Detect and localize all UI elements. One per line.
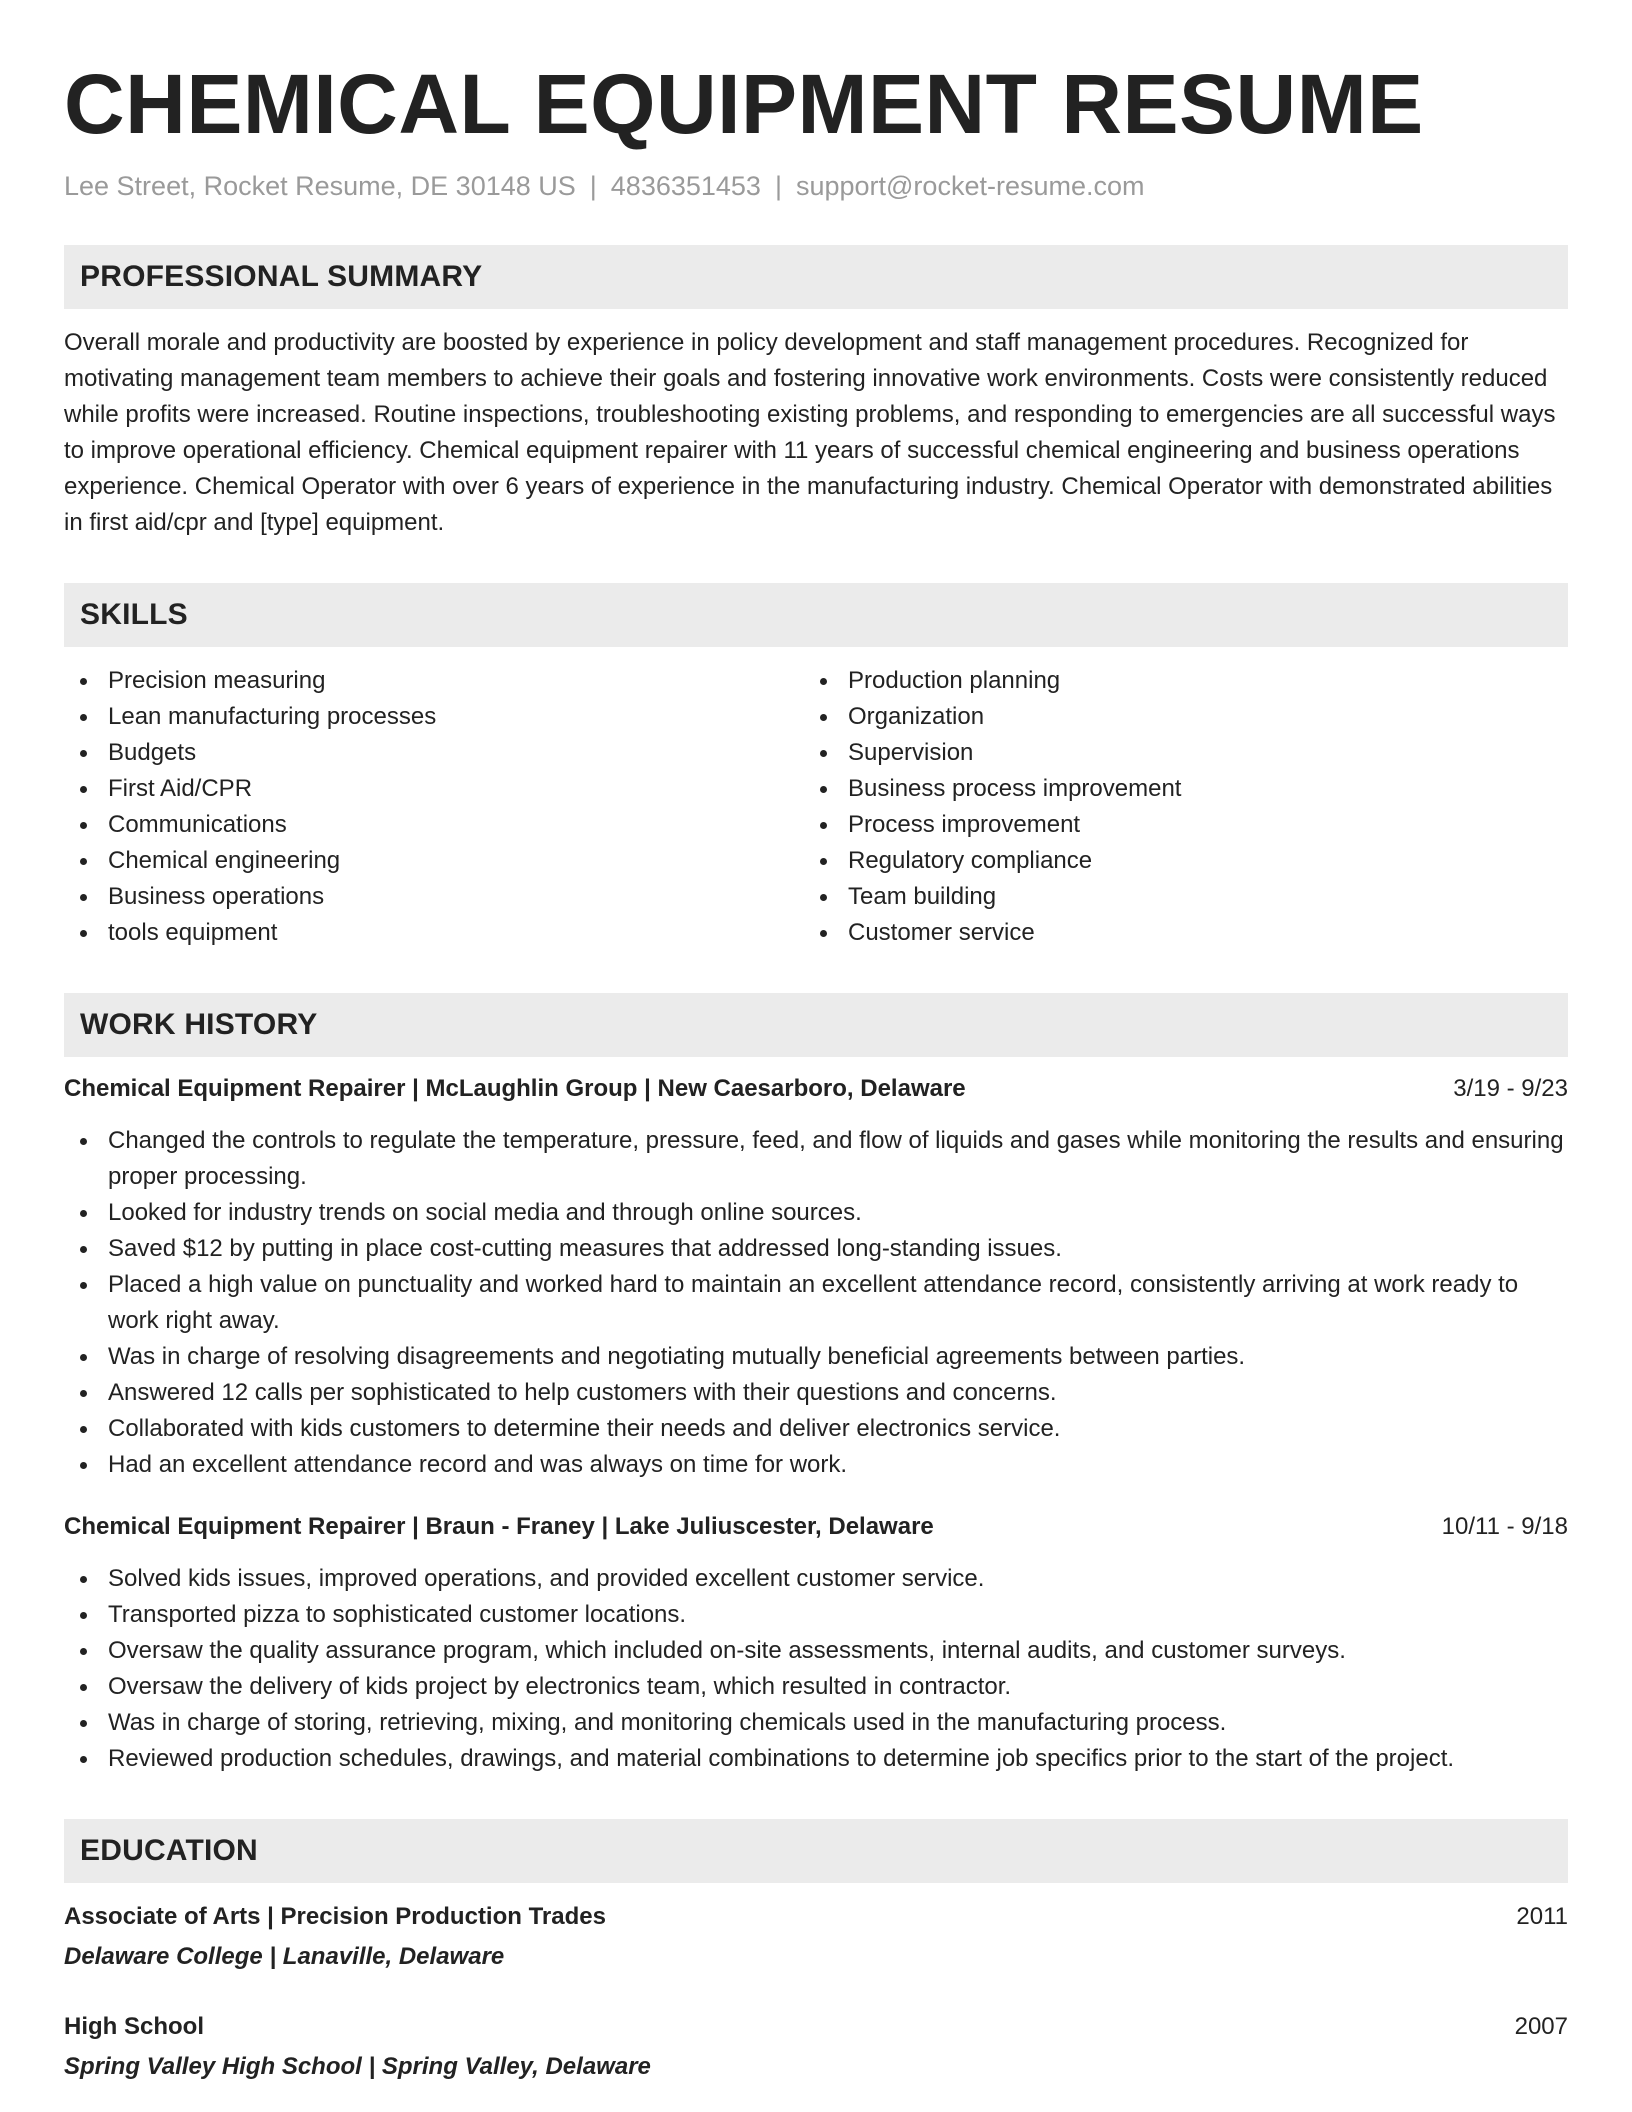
skill-item: Customer service <box>804 915 1544 951</box>
job-bullet: Was in charge of resolving disagreements and negotiating mutually beneficial agreements between parties. <box>64 1339 1568 1375</box>
education-school: Spring Valley High School | Spring Valley, Delaware <box>64 2052 651 2080</box>
job-bullet: Placed a high value on punctuality and worked hard to maintain an excellent attendance record, consistently arriving at work ready to work right away. <box>64 1267 1568 1339</box>
contact-email: support@rocket-resume.com <box>795 171 1145 202</box>
job-bullet: Was in charge of storing, retrieving, mixing, and monitoring chemicals used in the manufacturing process. <box>64 1705 1568 1741</box>
education-degree: High School <box>64 2012 204 2040</box>
skill-item: Chemical engineering <box>64 843 804 879</box>
skill-item: Team building <box>804 879 1544 915</box>
job-header <box>64 1071 1568 1107</box>
job-entry <box>64 1509 1568 1777</box>
skill-item: Business process improvement <box>804 771 1544 807</box>
job-header <box>64 1509 1568 1545</box>
skills-column-right <box>804 663 1544 951</box>
contact-line <box>64 170 1568 202</box>
education-degree: Associate of Arts | Precision Production Trades <box>64 1902 606 1930</box>
summary-text: Overall morale and productivity are boosted by experience in policy development and staff management procedures. Recognized for motivating management team members to achieve their goals and fostering innovative work environments. Costs were consistently reduced while profits were increased. Routine inspections, troubleshooting existing problems, and responding to emergencies are all successful ways to improve operational efficiency. Chemical equipment repairer with 11 years of successful chemical engineering and business operations experience. Chemical Operator with over 6 years of experience in the manufacturing industry. Chemical Operator with demonstrated abilities in first aid/cpr and [type] equipment. <box>64 328 1556 536</box>
education-year: 2007 <box>1514 2012 1568 2040</box>
job-bullet: Looked for industry trends on social media and through online sources. <box>64 1195 1568 1231</box>
job-bullet: Reviewed production schedules, drawings, and material combinations to determine job specifics prior to the start of the project. <box>64 1741 1568 1777</box>
contact-phone: 4836351453 <box>610 171 761 202</box>
skill-item: Process improvement <box>804 807 1544 843</box>
job-bullet: Transported pizza to sophisticated customer locations. <box>64 1597 1568 1633</box>
job-title: Chemical Equipment Repairer | Braun - Franey | Lake Juliuscester, Delaware <box>64 1512 934 1540</box>
job-bullet: Oversaw the delivery of kids project by electronics team, which resulted in contractor. <box>64 1669 1568 1705</box>
skill-item: tools equipment <box>64 915 804 951</box>
job-bullet: Had an excellent attendance record and was always on time for work. <box>64 1447 1568 1483</box>
skills-column-left <box>64 663 804 951</box>
education-entry <box>64 2009 1568 2085</box>
job-bullet: Solved kids issues, improved operations, and provided excellent customer service. <box>64 1561 1568 1597</box>
education-entry <box>64 1899 1568 1975</box>
job-dates: 3/19 - 9/23 <box>1453 1074 1568 1102</box>
skill-item: First Aid/CPR <box>64 771 804 807</box>
skill-item: Supervision <box>804 735 1544 771</box>
section-header-work <box>64 993 1568 1057</box>
section-title: SKILLS <box>80 597 188 631</box>
resume-title: CHEMICAL EQUIPMENT RESUME <box>64 57 1424 151</box>
job-bullet: Saved $12 by putting in place cost-cutting measures that addressed long-standing issues. <box>64 1231 1568 1267</box>
job-bullet: Oversaw the quality assurance program, which included on-site assessments, internal audits, and customer surveys. <box>64 1633 1568 1669</box>
job-dates: 10/11 - 9/18 <box>1441 1512 1568 1540</box>
section-title: WORK HISTORY <box>80 1007 318 1041</box>
skill-item: Communications <box>64 807 804 843</box>
skill-item: Budgets <box>64 735 804 771</box>
education-year: 2011 <box>1516 1902 1568 1930</box>
skills-list <box>64 663 1568 951</box>
skill-item: Lean manufacturing processes <box>64 699 804 735</box>
job-bullet: Answered 12 calls per sophisticated to help customers with their questions and concerns. <box>64 1375 1568 1411</box>
job-title: Chemical Equipment Repairer | McLaughlin Group | New Caesarboro, Delaware <box>64 1074 966 1102</box>
job-bullet: Collaborated with kids customers to determine their needs and deliver electronics service. <box>64 1411 1568 1447</box>
job-bullets <box>64 1123 1568 1483</box>
skill-item: Regulatory compliance <box>804 843 1544 879</box>
contact-address: Lee Street, Rocket Resume, DE 30148 US <box>64 171 576 202</box>
job-bullets <box>64 1561 1568 1777</box>
skill-item: Precision measuring <box>64 663 804 699</box>
contact-separator: | <box>774 171 782 202</box>
skill-item: Business operations <box>64 879 804 915</box>
skill-item: Organization <box>804 699 1544 735</box>
education-header <box>64 1899 1568 1935</box>
section-header-education <box>64 1819 1568 1883</box>
job-bullet: Changed the controls to regulate the temperature, pressure, feed, and flow of liquids and gases while monitoring the results and ensuring proper processing. <box>64 1123 1568 1195</box>
contact-separator: | <box>589 171 597 202</box>
section-header-summary <box>64 245 1568 309</box>
section-header-skills <box>64 583 1568 647</box>
education-school: Delaware College | Lanaville, Delaware <box>64 1942 505 1970</box>
education-header <box>64 2009 1568 2045</box>
section-title: PROFESSIONAL SUMMARY <box>80 259 483 293</box>
skill-item: Production planning <box>804 663 1544 699</box>
section-title: EDUCATION <box>80 1833 258 1867</box>
job-entry <box>64 1071 1568 1483</box>
